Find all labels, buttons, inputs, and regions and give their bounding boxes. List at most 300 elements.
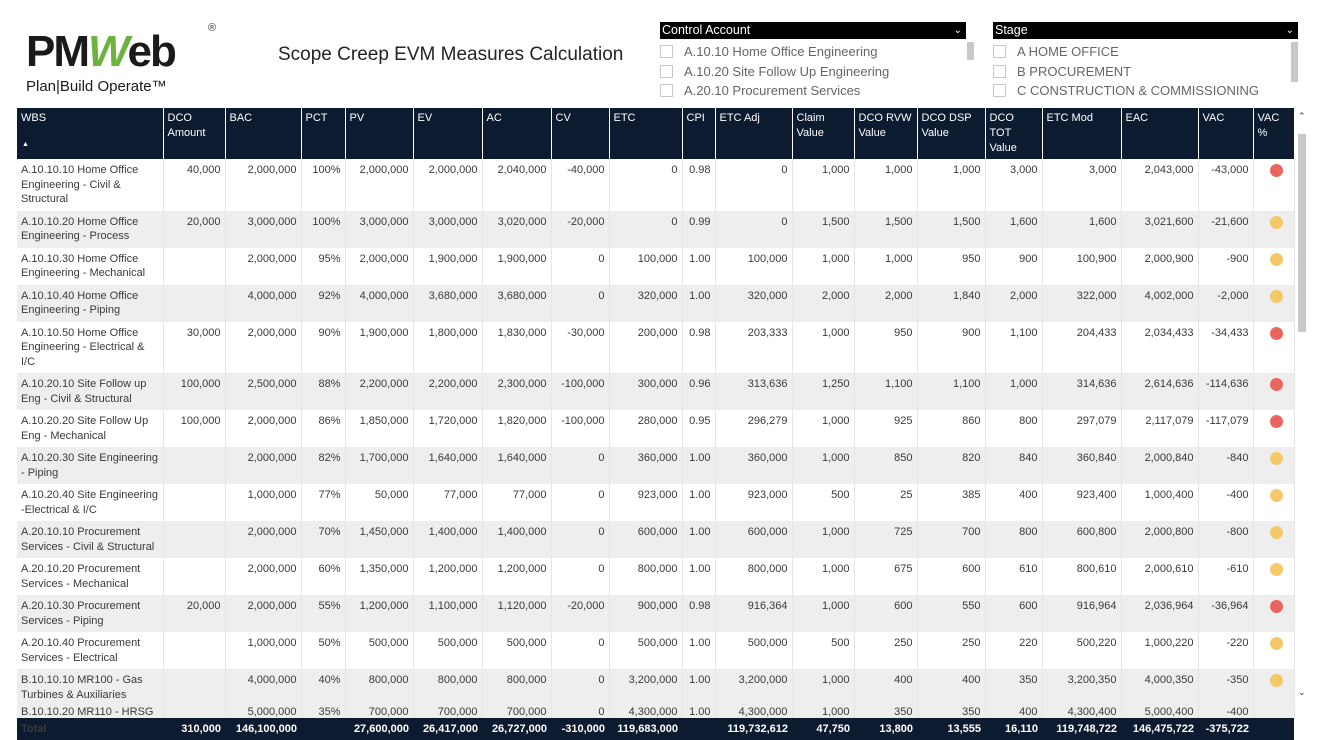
cell-eac: 4,002,000 bbox=[1121, 285, 1198, 322]
cell-etc-adj: 0 bbox=[715, 211, 792, 248]
cell-etc-mod: 322,000 bbox=[1042, 285, 1121, 322]
cell-dco: 20,000 bbox=[163, 211, 225, 248]
chevron-down-icon[interactable]: ⌄ bbox=[1285, 25, 1294, 36]
checkbox[interactable] bbox=[660, 45, 673, 58]
slicer-item[interactable] bbox=[993, 81, 1298, 101]
col-header-dco-dsp-value[interactable]: DCO DSP Value bbox=[917, 108, 985, 159]
cell-etc-adj: 203,333 bbox=[715, 322, 792, 374]
status-indicator-icon bbox=[1270, 563, 1283, 576]
cell-dco: 30,000 bbox=[163, 322, 225, 374]
cell-vac-pct bbox=[1253, 484, 1294, 521]
cell-pct: 95% bbox=[301, 248, 345, 285]
status-indicator-icon bbox=[1270, 674, 1283, 687]
cell-ev: 2,200,000 bbox=[413, 373, 482, 410]
total-dsp: 13,555 bbox=[917, 718, 985, 740]
cell-pv: 500,000 bbox=[345, 632, 413, 669]
cell-dco bbox=[163, 484, 225, 521]
status-indicator-icon bbox=[1270, 600, 1283, 613]
total-claim: 47,750 bbox=[792, 718, 854, 740]
cell-ac: 1,820,000 bbox=[482, 410, 551, 447]
cell-ac: 1,120,000 bbox=[482, 595, 551, 632]
table-row[interactable] bbox=[17, 410, 1294, 447]
cell-cpi: 1.00 bbox=[682, 706, 715, 718]
cell-ac: 3,680,000 bbox=[482, 285, 551, 322]
status-indicator-icon bbox=[1270, 637, 1283, 650]
col-header-cv[interactable]: CV bbox=[551, 108, 609, 159]
cell-bac: 5,000,000 bbox=[225, 706, 301, 718]
cell-dsp: 1,500 bbox=[917, 211, 985, 248]
cell-bac: 2,000,000 bbox=[225, 521, 301, 558]
cell-pv: 1,900,000 bbox=[345, 322, 413, 374]
cell-etc: 0 bbox=[609, 211, 682, 248]
cell-etc-mod: 4,300,400 bbox=[1042, 706, 1121, 718]
col-header-etc-mod[interactable]: ETC Mod bbox=[1042, 108, 1121, 159]
cell-tot: 800 bbox=[985, 410, 1042, 447]
slicer-title: Control Account bbox=[662, 23, 751, 37]
cell-pct: 77% bbox=[301, 484, 345, 521]
cell-wbs: A.20.10.20 Procurement Services - Mechanical bbox=[17, 558, 163, 595]
evm-table bbox=[17, 108, 1295, 740]
cell-dsp: 385 bbox=[917, 484, 985, 521]
cell-pct: 88% bbox=[301, 373, 345, 410]
cell-wbs: A.20.10.40 Procurement Services - Electrical bbox=[17, 632, 163, 669]
cell-etc: 100,000 bbox=[609, 248, 682, 285]
cell-vac-pct bbox=[1253, 669, 1294, 706]
cell-ev: 1,900,000 bbox=[413, 248, 482, 285]
cell-vac-pct bbox=[1253, 373, 1294, 410]
cell-claim: 1,000 bbox=[792, 322, 854, 374]
cell-cv: 0 bbox=[551, 706, 609, 718]
cell-dsp: 900 bbox=[917, 322, 985, 374]
cell-etc-adj: 360,000 bbox=[715, 447, 792, 484]
cell-rvw: 600 bbox=[854, 595, 917, 632]
cell-ac: 1,640,000 bbox=[482, 447, 551, 484]
cell-cv: -40,000 bbox=[551, 159, 609, 211]
cell-vac: -34,433 bbox=[1198, 322, 1253, 374]
status-indicator-icon bbox=[1270, 290, 1283, 303]
total-etc-adj: 119,732,612 bbox=[715, 718, 792, 740]
cell-claim: 2,000 bbox=[792, 285, 854, 322]
table-scrollbar[interactable] bbox=[1296, 112, 1308, 708]
table-row-partial[interactable] bbox=[17, 706, 1294, 718]
cell-cpi: 1.00 bbox=[682, 285, 715, 322]
cell-dsp: 1,100 bbox=[917, 373, 985, 410]
table-row[interactable] bbox=[17, 373, 1294, 410]
checkbox[interactable] bbox=[993, 65, 1006, 78]
slicer-item[interactable] bbox=[660, 62, 966, 82]
cell-cpi: 0.98 bbox=[682, 159, 715, 211]
cell-ev: 77,000 bbox=[413, 484, 482, 521]
cell-etc-mod: 297,079 bbox=[1042, 410, 1121, 447]
cell-ac: 1,400,000 bbox=[482, 521, 551, 558]
col-header-pct[interactable]: PCT bbox=[301, 108, 345, 159]
scrollbar-thumb[interactable] bbox=[1298, 134, 1306, 332]
status-indicator-icon bbox=[1270, 452, 1283, 465]
cell-vac: -350 bbox=[1198, 669, 1253, 706]
cell-rvw: 1,000 bbox=[854, 248, 917, 285]
col-header-claim-value[interactable]: Claim Value bbox=[792, 108, 854, 159]
totals-row bbox=[17, 718, 1294, 740]
cell-ac: 1,900,000 bbox=[482, 248, 551, 285]
cell-bac: 2,000,000 bbox=[225, 322, 301, 374]
cell-dsp: 860 bbox=[917, 410, 985, 447]
total-eac: 146,475,722 bbox=[1121, 718, 1198, 740]
status-indicator-icon bbox=[1270, 526, 1283, 539]
cell-vac-pct bbox=[1253, 447, 1294, 484]
cell-claim: 1,000 bbox=[792, 410, 854, 447]
slicer-item[interactable] bbox=[660, 81, 966, 101]
cell-cv: -100,000 bbox=[551, 410, 609, 447]
cell-etc: 4,300,000 bbox=[609, 706, 682, 718]
cell-dsp: 820 bbox=[917, 447, 985, 484]
cell-pv: 1,450,000 bbox=[345, 521, 413, 558]
cell-cpi: 0.96 bbox=[682, 373, 715, 410]
cell-ac: 2,300,000 bbox=[482, 373, 551, 410]
cell-vac-pct bbox=[1253, 595, 1294, 632]
scroll-up-icon[interactable]: ⌃ bbox=[1298, 112, 1306, 122]
table-row[interactable] bbox=[17, 521, 1294, 558]
cell-claim: 1,000 bbox=[792, 669, 854, 706]
cell-etc-mod: 3,000 bbox=[1042, 159, 1121, 211]
cell-etc: 923,000 bbox=[609, 484, 682, 521]
cell-eac: 2,036,964 bbox=[1121, 595, 1198, 632]
cell-etc-mod: 500,220 bbox=[1042, 632, 1121, 669]
slicer-header[interactable] bbox=[993, 22, 1298, 39]
registered-mark: ® bbox=[208, 22, 217, 34]
cell-dco: 100,000 bbox=[163, 410, 225, 447]
table-row[interactable] bbox=[17, 285, 1294, 322]
cell-pv: 50,000 bbox=[345, 484, 413, 521]
table-row[interactable] bbox=[17, 558, 1294, 595]
cell-ac: 700,000 bbox=[482, 706, 551, 718]
cell-pct: 35% bbox=[301, 706, 345, 718]
cell-dco bbox=[163, 669, 225, 706]
table-row[interactable] bbox=[17, 632, 1294, 669]
cell-tot: 350 bbox=[985, 669, 1042, 706]
table-row[interactable] bbox=[17, 595, 1294, 632]
col-header-etc-adj[interactable]: ETC Adj bbox=[715, 108, 792, 159]
cell-ac: 2,040,000 bbox=[482, 159, 551, 211]
cell-bac: 3,000,000 bbox=[225, 211, 301, 248]
status-indicator-icon bbox=[1270, 415, 1283, 428]
cell-wbs: A.10.20.20 Site Follow Up Eng - Mechanical bbox=[17, 410, 163, 447]
table-row[interactable] bbox=[17, 211, 1294, 248]
chevron-down-icon[interactable]: ⌄ bbox=[953, 25, 962, 36]
cell-ev: 500,000 bbox=[413, 632, 482, 669]
col-header-ac[interactable]: AC bbox=[482, 108, 551, 159]
cell-ev: 2,000,000 bbox=[413, 159, 482, 211]
cell-etc-mod: 314,636 bbox=[1042, 373, 1121, 410]
cell-vac: -2,000 bbox=[1198, 285, 1253, 322]
cell-etc-mod: 1,600 bbox=[1042, 211, 1121, 248]
pmweb-logo bbox=[24, 22, 224, 98]
cell-dsp: 600 bbox=[917, 558, 985, 595]
status-indicator-icon bbox=[1270, 378, 1283, 391]
cell-pct: 55% bbox=[301, 595, 345, 632]
cell-wbs: A.10.10.20 Home Office Engineering - Process bbox=[17, 211, 163, 248]
total-etc-mod: 119,748,722 bbox=[1042, 718, 1121, 740]
cell-wbs: B.10.10.10 MR100 - Gas Turbines & Auxiliaries bbox=[17, 669, 163, 706]
cell-pv: 1,200,000 bbox=[345, 595, 413, 632]
cell-tot: 1,000 bbox=[985, 373, 1042, 410]
cell-cv: 0 bbox=[551, 248, 609, 285]
cell-claim: 1,000 bbox=[792, 248, 854, 285]
col-header-cpi[interactable]: CPI bbox=[682, 108, 715, 159]
cell-etc-mod: 916,964 bbox=[1042, 595, 1121, 632]
scroll-down-icon[interactable]: ⌄ bbox=[1298, 688, 1306, 698]
cell-vac: -800 bbox=[1198, 521, 1253, 558]
slicer-title: Stage bbox=[995, 23, 1028, 37]
cell-dsp: 400 bbox=[917, 669, 985, 706]
cell-etc-mod: 800,610 bbox=[1042, 558, 1121, 595]
cell-dsp: 550 bbox=[917, 595, 985, 632]
cell-cv: -20,000 bbox=[551, 595, 609, 632]
cell-eac: 2,000,840 bbox=[1121, 447, 1198, 484]
cell-vac: -400 bbox=[1198, 484, 1253, 521]
total-label: Total bbox=[17, 718, 163, 740]
cell-pv: 700,000 bbox=[345, 706, 413, 718]
cell-vac: -43,000 bbox=[1198, 159, 1253, 211]
cell-ev: 800,000 bbox=[413, 669, 482, 706]
report-title: Scope Creep EVM Measures Calculation bbox=[278, 44, 624, 65]
slicer-scrollbar[interactable] bbox=[967, 42, 974, 60]
checkbox[interactable] bbox=[660, 65, 673, 78]
cell-claim: 1,000 bbox=[792, 159, 854, 211]
cell-eac: 3,021,600 bbox=[1121, 211, 1198, 248]
col-header-dco-rvw-value[interactable]: DCO RVW Value bbox=[854, 108, 917, 159]
cell-etc-adj: 313,636 bbox=[715, 373, 792, 410]
slicer-item[interactable] bbox=[993, 62, 1298, 82]
cell-pct: 82% bbox=[301, 447, 345, 484]
cell-cv: 0 bbox=[551, 521, 609, 558]
cell-eac: 2,000,800 bbox=[1121, 521, 1198, 558]
table-row[interactable] bbox=[17, 669, 1294, 706]
table-row[interactable] bbox=[17, 159, 1294, 211]
cell-ac: 1,830,000 bbox=[482, 322, 551, 374]
cell-etc-mod: 923,400 bbox=[1042, 484, 1121, 521]
cell-ev: 1,640,000 bbox=[413, 447, 482, 484]
cell-dco bbox=[163, 521, 225, 558]
cell-pv: 1,700,000 bbox=[345, 447, 413, 484]
cell-bac: 2,000,000 bbox=[225, 159, 301, 211]
col-header-pv[interactable]: PV bbox=[345, 108, 413, 159]
cell-vac: -36,964 bbox=[1198, 595, 1253, 632]
cell-vac-pct bbox=[1253, 248, 1294, 285]
slicer-item-label: A.20.10 Procurement Services bbox=[684, 83, 861, 99]
cell-rvw: 725 bbox=[854, 521, 917, 558]
cell-dsp: 350 bbox=[917, 706, 985, 718]
total-rvw: 13,800 bbox=[854, 718, 917, 740]
cell-ev: 1,200,000 bbox=[413, 558, 482, 595]
cell-ev: 1,100,000 bbox=[413, 595, 482, 632]
cell-cv: 0 bbox=[551, 447, 609, 484]
table-row[interactable] bbox=[17, 447, 1294, 484]
cell-ac: 77,000 bbox=[482, 484, 551, 521]
cell-tot: 2,000 bbox=[985, 285, 1042, 322]
checkbox[interactable] bbox=[993, 84, 1006, 97]
cell-cpi: 1.00 bbox=[682, 248, 715, 285]
cell-vac: -21,600 bbox=[1198, 211, 1253, 248]
cell-etc-adj: 500,000 bbox=[715, 632, 792, 669]
slicer-item-label: A.10.20 Site Follow Up Engineering bbox=[684, 63, 890, 79]
cell-ev: 3,680,000 bbox=[413, 285, 482, 322]
cell-etc: 900,000 bbox=[609, 595, 682, 632]
cell-eac: 2,614,636 bbox=[1121, 373, 1198, 410]
cell-wbs: A.10.10.40 Home Office Engineering - Piping bbox=[17, 285, 163, 322]
cell-vac-pct bbox=[1253, 322, 1294, 374]
cell-rvw: 350 bbox=[854, 706, 917, 718]
cell-rvw: 400 bbox=[854, 669, 917, 706]
cell-eac: 2,034,433 bbox=[1121, 322, 1198, 374]
cell-etc-mod: 100,900 bbox=[1042, 248, 1121, 285]
table-row[interactable] bbox=[17, 484, 1294, 521]
col-header-dco-tot-value[interactable]: DCO TOT Value bbox=[985, 108, 1042, 159]
status-indicator-icon bbox=[1270, 164, 1283, 177]
cell-vac-pct bbox=[1253, 159, 1294, 211]
cell-bac: 2,000,000 bbox=[225, 558, 301, 595]
cell-dco bbox=[163, 632, 225, 669]
cell-etc: 320,000 bbox=[609, 285, 682, 322]
cell-vac: -840 bbox=[1198, 447, 1253, 484]
table-row[interactable] bbox=[17, 248, 1294, 285]
cell-pct: 100% bbox=[301, 159, 345, 211]
total-cpi bbox=[682, 718, 715, 740]
cell-pct: 70% bbox=[301, 521, 345, 558]
total-ev: 26,417,000 bbox=[413, 718, 482, 740]
cell-wbs: B.10.10.20 MR110 - HRSG bbox=[17, 706, 163, 718]
control-account-slicer bbox=[660, 22, 966, 101]
cell-tot: 840 bbox=[985, 447, 1042, 484]
slicer-list bbox=[660, 39, 966, 101]
cell-bac: 2,000,000 bbox=[225, 595, 301, 632]
cell-cv: 0 bbox=[551, 484, 609, 521]
cell-pct: 92% bbox=[301, 285, 345, 322]
cell-pv: 2,000,000 bbox=[345, 159, 413, 211]
cell-cpi: 0.98 bbox=[682, 595, 715, 632]
logo-tagline: Plan|Build Operate™ bbox=[26, 78, 167, 95]
cell-pv: 2,200,000 bbox=[345, 373, 413, 410]
col-header-wbs[interactable]: WBS ▲ bbox=[17, 108, 163, 159]
col-header-eac[interactable]: EAC bbox=[1121, 108, 1198, 159]
table-row[interactable] bbox=[17, 322, 1294, 374]
cell-claim: 1,000 bbox=[792, 706, 854, 718]
cell-rvw: 675 bbox=[854, 558, 917, 595]
cell-bac: 2,500,000 bbox=[225, 373, 301, 410]
checkbox[interactable] bbox=[993, 45, 1006, 58]
cell-rvw: 25 bbox=[854, 484, 917, 521]
cell-ev: 1,400,000 bbox=[413, 521, 482, 558]
cell-bac: 2,000,000 bbox=[225, 447, 301, 484]
cell-pv: 1,850,000 bbox=[345, 410, 413, 447]
cell-etc-mod: 204,433 bbox=[1042, 322, 1121, 374]
cell-pct: 60% bbox=[301, 558, 345, 595]
col-header-ev[interactable]: EV bbox=[413, 108, 482, 159]
slicer-scrollbar[interactable] bbox=[1291, 42, 1298, 82]
cell-rvw: 250 bbox=[854, 632, 917, 669]
cell-claim: 1,500 bbox=[792, 211, 854, 248]
slicer-item[interactable] bbox=[993, 42, 1298, 62]
cell-pv: 800,000 bbox=[345, 669, 413, 706]
cell-tot: 400 bbox=[985, 706, 1042, 718]
col-header-etc[interactable]: ETC bbox=[609, 108, 682, 159]
cell-dsp: 1,000 bbox=[917, 159, 985, 211]
sort-ascending-icon[interactable]: ▲ bbox=[22, 141, 29, 148]
col-header-dco-amount[interactable]: DCO Amount bbox=[163, 108, 225, 159]
cell-cpi: 1.00 bbox=[682, 521, 715, 558]
cell-eac: 1,000,220 bbox=[1121, 632, 1198, 669]
status-indicator-icon bbox=[1270, 489, 1283, 502]
cell-pv: 3,000,000 bbox=[345, 211, 413, 248]
cell-claim: 500 bbox=[792, 632, 854, 669]
cell-cv: -20,000 bbox=[551, 211, 609, 248]
cell-etc-adj: 800,000 bbox=[715, 558, 792, 595]
cell-dco: 20,000 bbox=[163, 595, 225, 632]
cell-eac: 2,043,000 bbox=[1121, 159, 1198, 211]
cell-bac: 1,000,000 bbox=[225, 484, 301, 521]
total-etc: 119,683,000 bbox=[609, 718, 682, 740]
cell-bac: 4,000,000 bbox=[225, 285, 301, 322]
col-header-vac-pct[interactable]: VAC % bbox=[1253, 108, 1294, 159]
slicer-item-label: A HOME OFFICE bbox=[1017, 44, 1119, 60]
cell-tot: 400 bbox=[985, 484, 1042, 521]
cell-vac-pct bbox=[1253, 558, 1294, 595]
col-header-bac[interactable]: BAC bbox=[225, 108, 301, 159]
slicer-item-label: B PROCUREMENT bbox=[1017, 63, 1132, 79]
cell-vac: -610 bbox=[1198, 558, 1253, 595]
cell-dco: 100,000 bbox=[163, 373, 225, 410]
cell-claim: 1,000 bbox=[792, 521, 854, 558]
status-indicator-icon bbox=[1270, 253, 1283, 266]
cell-dsp: 1,840 bbox=[917, 285, 985, 322]
cell-vac: -114,636 bbox=[1198, 373, 1253, 410]
cell-etc-mod: 360,840 bbox=[1042, 447, 1121, 484]
cell-tot: 610 bbox=[985, 558, 1042, 595]
slicer-item[interactable] bbox=[660, 42, 966, 62]
cell-etc-adj: 923,000 bbox=[715, 484, 792, 521]
cell-claim: 1,000 bbox=[792, 447, 854, 484]
total-dco: 310,000 bbox=[163, 718, 225, 740]
col-header-vac[interactable]: VAC bbox=[1198, 108, 1253, 159]
cell-wbs: A.20.10.10 Procurement Services - Civil & Structural bbox=[17, 521, 163, 558]
cell-vac-pct bbox=[1253, 285, 1294, 322]
slicer-item-label: C CONSTRUCTION & COMMISSIONING bbox=[1017, 83, 1259, 99]
total-vac-pct bbox=[1253, 718, 1294, 740]
cell-cpi: 1.00 bbox=[682, 669, 715, 706]
cell-pv: 1,350,000 bbox=[345, 558, 413, 595]
cell-tot: 220 bbox=[985, 632, 1042, 669]
cell-claim: 1,000 bbox=[792, 558, 854, 595]
cell-etc-adj: 916,364 bbox=[715, 595, 792, 632]
slicer-item-label: A.10.10 Home Office Engineering bbox=[684, 44, 878, 60]
cell-eac: 4,000,350 bbox=[1121, 669, 1198, 706]
slicer-header[interactable] bbox=[660, 22, 966, 39]
cell-cpi: 0.95 bbox=[682, 410, 715, 447]
cell-ev: 3,000,000 bbox=[413, 211, 482, 248]
cell-claim: 1,250 bbox=[792, 373, 854, 410]
cell-etc-adj: 320,000 bbox=[715, 285, 792, 322]
cell-cv: 0 bbox=[551, 285, 609, 322]
total-vac: -375,722 bbox=[1198, 718, 1253, 740]
cell-rvw: 1,500 bbox=[854, 211, 917, 248]
cell-rvw: 2,000 bbox=[854, 285, 917, 322]
cell-vac-pct bbox=[1253, 410, 1294, 447]
cell-tot: 800 bbox=[985, 521, 1042, 558]
checkbox[interactable] bbox=[660, 84, 673, 97]
cell-tot: 3,000 bbox=[985, 159, 1042, 211]
cell-cv: 0 bbox=[551, 669, 609, 706]
cell-wbs: A.10.10.50 Home Office Engineering - Electrical & I/C bbox=[17, 322, 163, 374]
cell-rvw: 1,100 bbox=[854, 373, 917, 410]
